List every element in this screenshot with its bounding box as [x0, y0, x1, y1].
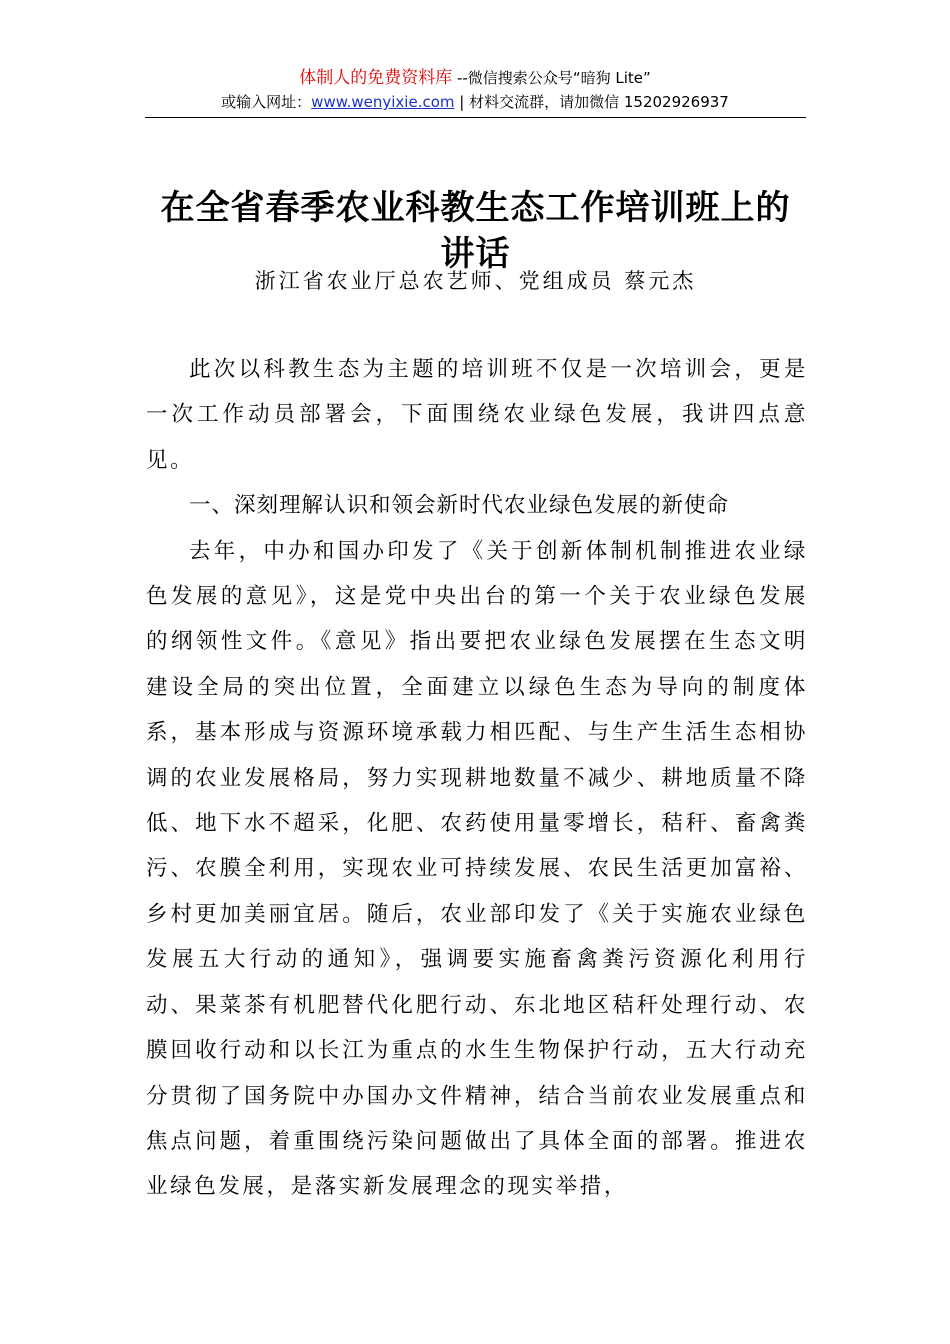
body-paragraph: 去年，中办和国办印发了《关于创新体制机制推进农业绿色发展的意见》，这是党中央出台的第一个关于农业绿色发展的纲领性文件。《意见》指出要把农业绿色发展摆在生态文明建设全局的突出位置，全面建立以绿色生态为导向的制度体系，基本形成与资源环境承载力相匹配、与生产生活生态相协调的农业发展格局，努力实现耕地数量不减少、耕地质量不降低、地下水不超采，化肥、农药使用量零增长，秸秆、畜禽粪污、农膜全利用，实现农业可持续发展、农民生活更加富裕、乡村更加美丽宜居。随后，农业部印发了《关于实施农业绿色发展五大行动的通知》，强调要实施畜禽粪污资源化利用行动、果菜茶有机肥替代化肥行动、东北地区秸秆处理行动、农膜回收行动和以长江为重点的水生生物保护行动，五大行动充分贯彻了国务院中办国办文件精神，结合当前农业发展重点和焦点问题，着重围绕污染问题做出了具体全面的部署。推进农业绿色发展，是落实新发展理念的现实举措，: [146, 538, 808, 1200]
wechat-prompt: --微信搜索公众号“暗狗 Lite”: [452, 69, 651, 87]
section-heading: 一、深刻理解认识和领会新时代农业绿色发展的新使命: [189, 493, 730, 519]
document-author: 浙江省农业厅总农艺师、党组成员 蔡元杰: [254, 269, 697, 293]
header-divider: [145, 117, 806, 118]
brand-name: 体制人的免费资料库: [299, 68, 453, 88]
document-title: 在全省春季农业科教生态工作培训班上的讲话: [160, 187, 791, 274]
header-line-1: [145, 66, 805, 90]
page-header: [145, 66, 805, 114]
contact-info: | 材料交流群，请加微信 15202926937: [454, 93, 729, 111]
url-prompt: 或输入网址：: [221, 93, 312, 111]
intro-paragraph: 此次以科教生态为主题的培训班不仅是一次培训会，更是一次工作动员部署会，下面围绕农业绿色发展，我讲四点意见。: [146, 357, 808, 473]
header-line-2: [145, 90, 805, 114]
website-link[interactable]: www.wenyixie.com: [311, 93, 455, 111]
document-body: [146, 347, 808, 1210]
